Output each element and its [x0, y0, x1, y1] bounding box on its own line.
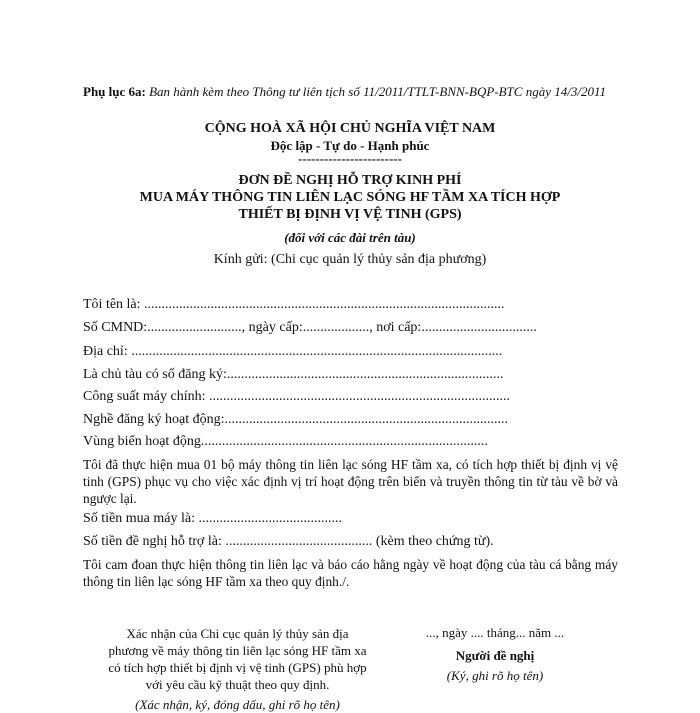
- appendix-label: Phụ lục 6a:: [83, 84, 146, 99]
- appendix-text: Ban hành kèm theo Thông tư liên tịch số 11/2011/TTLT-BNN-BQP-BTC ngày 14/3/2011: [149, 84, 606, 99]
- motto: Độc lập - Tự do - Hạnh phúc: [270, 138, 430, 153]
- title-line-3: THIẾT BỊ ĐỊNH VỊ VỆ TINH (GPS): [238, 207, 462, 222]
- field-id-card: Số CMND:..........................., ngày cấp:..................., nơi cấp:.................................: [83, 320, 537, 335]
- title-line-1: ĐƠN ĐỀ NGHỊ HỖ TRỢ KINH PHÍ: [238, 173, 462, 188]
- commitment-paragraph: Tôi cam đoan thực hiện thông tin liên lạc và báo cáo hằng ngày về hoạt động của tàu cá bằng máy thông tin liên lạc sóng HF tầm xa theo quy định./.: [83, 557, 618, 589]
- recipient-line: Kính gửi: (Chi cục quản lý thủy sản địa phương): [213, 252, 487, 267]
- field-owner: Là chủ tàu có số đăng ký:...............................................................................: [83, 367, 504, 382]
- applicant-note: (Ký, ghi rõ họ tên): [446, 668, 544, 683]
- header-rule: ------------------------: [298, 151, 402, 166]
- field-name: Tôi tên là: .......................................................................................................: [83, 297, 505, 312]
- appendix-note: [83, 83, 618, 100]
- field-address: Địa chỉ: ..........................................................................................................: [83, 344, 503, 359]
- field-area: Vùng biển hoạt động..................................................................................: [83, 434, 488, 449]
- title-line-2: MUA MÁY THÔNG TIN LIÊN LẠC SÓNG HF TẦM XA TÍCH HỢP: [139, 190, 561, 205]
- applicant-title: Người đề nghị: [455, 648, 535, 663]
- confirmation-text: Xác nhận của Chi cục quản lý thủy sản địa phương về máy thông tin liên lạc sóng HF tầm xa có tích hợp thiết bị định vị vệ tinh (GPS) phù hợp với yêu cầu kỹ thuật theo quy định.: [108, 626, 367, 692]
- purchase-amount: Số tiền mua máy là: .........................................: [83, 511, 342, 526]
- country-name: CỘNG HOÀ XÃ HỘI CHỦ NGHĨA VIỆT NAM: [204, 121, 496, 136]
- field-engine: Công suất máy chính: ......................................................................................: [83, 389, 510, 404]
- statement-paragraph: Tôi đã thực hiện mua 01 bộ máy thông tin liên lạc sóng HF tầm xa, có tích hợp thiết bị định vị vệ tinh (GPS) phục vụ cho việc xác định vị trí hoạt động trên biển và truyền thông tin từ tàu về bờ và ngược lại.: [83, 457, 618, 506]
- title-subtitle: (đối với các đài trên tàu): [284, 230, 416, 245]
- date-line: ..., ngày .... tháng... năm ...: [425, 625, 565, 640]
- requested-amount: Số tiền đề nghị hỗ trợ là: .......................................... (kèm theo chứng từ).: [83, 534, 494, 549]
- confirmation-note: (Xác nhận, ký, đóng dấu, ghi rõ họ tên): [135, 697, 340, 712]
- field-fishing: Nghề đăng ký hoạt động:.................................................................................: [83, 412, 509, 427]
